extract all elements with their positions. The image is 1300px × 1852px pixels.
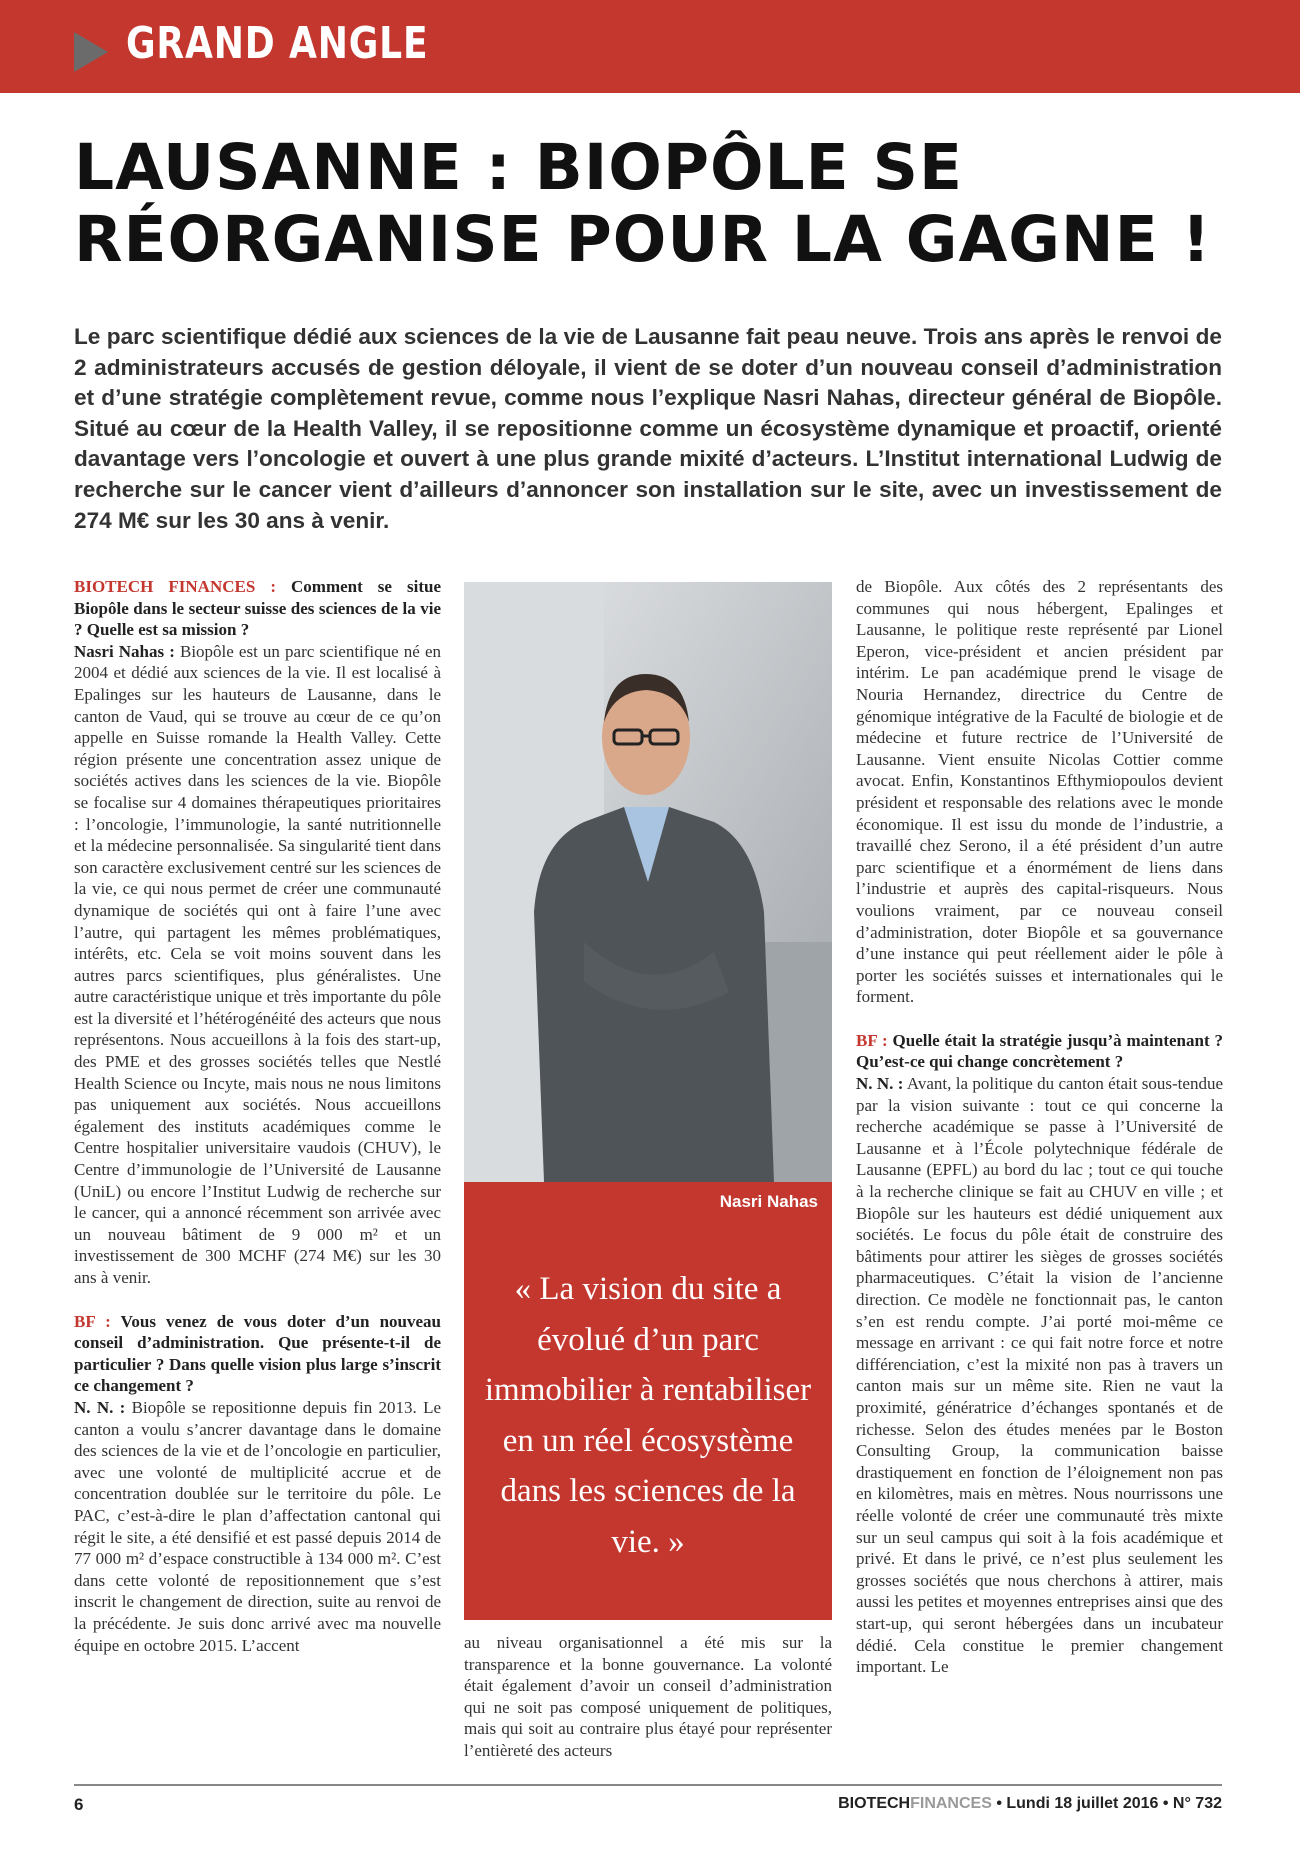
answer-text: Biopôle se repositionne depuis fin 2013. Le canton a voulu s’ancrer davantage dans le domaine des sciences de la vie et de l’oncologie en particulier, avec une volonté de multiplicité accrue et de concentration doublée sur le territoire du pôle. Le PAC, c’est-à-dire le plan d’affectation cantonal qui régit le site, a été densifié et est passé depuis 2014 de 77 000 m² d’espace constructible à 134 000 m². C’est dans cette volonté de repositionnement que s’est inscrit le changement de direction, suite au renvoi de la précédente. Je suis donc arrivé avec ma nouvelle équipe en octobre 2015. L’accent: [74, 1397, 441, 1655]
title-line-2: RÉORGANISE POUR LA GAGNE !: [74, 203, 1212, 276]
column-1: [74, 576, 441, 1656]
answer-1: [74, 641, 441, 1289]
question-2: [74, 1311, 441, 1397]
question-text: Quelle était la stratégie jusqu’à maintenant ? Qu’est-ce qui change concrètement ?: [856, 1030, 1223, 1072]
question-text: Comment se situe Biopôle dans le secteur suisse des sciences de la vie ? Quelle est sa mission ?: [74, 577, 441, 640]
magazine-name-part2: FINANCES: [910, 1795, 992, 1812]
article-lead: Le parc scientifique dédié aux sciences de la vie de Lausanne fait peau neuve. Trois ans après le renvoi de 2 administrateurs accusés de gestion déloyale, il vient de se doter d’un nouveau conseil d’administration et d’une stratégie complètement revue, comme nous l’explique Nasri Nahas, directeur général de Biopôle. Situé au cœur de la Health Valley, il se repositionne comme un écosystème dynamique et proactif, orienté davantage vers l’oncologie et ouvert à une plus grande mixité d’acteurs. L’Institut international Ludwig de recherche sur le cancer vient d’ailleurs d’annoncer son installation sur le site, avec un investissement de 274 M€ sur les 30 ans à venir.: [74, 324, 1222, 533]
interviewee-label: N. N. :: [856, 1074, 904, 1094]
pull-quote-box: [464, 1182, 832, 1620]
answer-2: [74, 1397, 441, 1656]
interviewee-label: Nasri Nahas :: [74, 641, 175, 661]
answer-3: [856, 1073, 1223, 1678]
footer-divider: [74, 1784, 1222, 1786]
portrait-photo: [464, 582, 832, 1182]
section-label: GRAND ANGLE: [126, 18, 429, 69]
column-3-paragraph: de Biopôle. Aux côtés des 2 représentants des communes qui nous hébergent, Epalinges et Lausanne, le politique reste représenté par Lionel Eperon, vice-président et ancien président par intérim. Le pan académique prend le visage de Nouria Hernandez, directrice du Centre de génomique intégrative de la Faculté de biologie et de médecine et future rectrice de l’Université de Lausanne. Vient ensuite Nicolas Cottier comme avocat. Enfin, Konstantinos Efthymiopoulos devient président et responsable des relations avec le monde économique. Il est issu du monde de l’industrie, a travaillé chez Serono, il a été président d’un autre parc scientifique et a énormément de liens dans l’industrie et auprès des capital-risqueurs. Nous voulions vraiment, par ce nouveau conseil d’administration, doter Biopôle et sa gouvernance d’une instance qui peut réellement aider le pôle à porter les sociétés suisses et internationales qui le forment.: [856, 577, 1223, 1007]
column-3: [856, 576, 1223, 1678]
section-banner: [0, 0, 1300, 93]
answer-text: Avant, la politique du canton était sous-tendue par la vision suivante : tout ce qui concerne la recherche académique se passe à l’Université de Lausanne et à l’École polytechnique fédérale de Lausanne (EPFL) au bord du lac ; tout ce qui touche à la recherche clinique se fait au CHUV en ville ; et Biopôle sur les hauteurs est dédié uniquement aux sociétés. Le focus du pôle était de construire des bâtiments pour attirer les sièges de grosses sociétés pharmaceutiques. C’était la vision de l’ancienne direction. Ce modèle ne fonctionnait pas, le canton s’en est rendu compte. J’ai porté moi-même ce message en arrivant : ce qui fait notre force et notre différenciation, c’est la mixité non pas à travers un canton mais sur un même site. Rien ne vaut la proximité, génératrice d’échanges spontanés et de richesse. Selon des études menées par le Boston Consulting Group, la communication baisse drastiquement en fonction de l’éloignement non pas en kilomètres, mais en mètres. Nous nourrissons une réelle volonté de créer une communauté très mixte sur un seul campus qui soit à la fois académique et privé. Et dans le privé, ce n’est plus seulement les grosses sociétés que nous cherchons à attirer, mais aussi les petites et moyennes entreprises ainsi que des start-up, qui seront hébergées dans un incubateur dédié. Cela constitue le premier changement important. Le: [856, 1074, 1223, 1677]
answer-text: Biopôle est un parc scientifique né en 2004 et dédié aux sciences de la vie. Il est localisé à Epalinges sur les hauteurs de Lausanne, dans le canton de Vaud, qui se trouve au cœur de ce qu’on appelle en Suisse romande la Health Valley. Cette région présente une concentration assez unique de sociétés actives dans les sciences de la vie. Biopôle se focalise sur 4 domaines thérapeutiques prioritaires : l’oncologie, l’immunologie, la santé nutritionnelle et la médecine personnalisée. Sa singularité tient dans son caractère exclusivement centré sur les sciences de la vie, ce qui nous permet de créer une communauté dynamique de sociétés qui ont à faire l’une avec l’autre, qui partagent les mêmes problématiques, intérêts, etc. Cela se voit moins souvent dans les autres parcs scientifiques, plus généralistes. Une autre caractéristique unique et très importante du pôle est la diversité et l’hétérogénéité des acteurs que nous représentons. Nous accueillons à la fois des start-up, des PME et des grosses sociétés telles que Nestlé Health Science ou Incyte, mais nous ne nous limitons pas uniquement aux sociétés. Nous accueillons également des instituts académiques comme le Centre hospitalier universitaire vaudois (CHUV), le Centre d’immunologie de l’Université de Lausanne (UniL) ou encore l’Institut Ludwig de recherche sur le cancer, qui a annoncé récemment son arrivée avec un nouveau bâtiment de 9 000 m² et un investissement de 300 MCHF (274 M€) sur les 30 ans à venir.: [74, 641, 441, 1287]
column-2-text: au niveau organisationnel a été mis sur la transparence et la bonne gouvernance. La volonté était également d’avoir un conseil d’administration qui ne soit pas composé uniquement de politiques, mais qui soit au contraire plus étayé pour représenter l’entièreté des acteurs: [464, 1633, 832, 1760]
play-arrow-icon: [74, 32, 108, 72]
interviewer-label: BF :: [74, 1311, 111, 1331]
column-2-bottom: [464, 1632, 832, 1762]
interviewer-label: BF :: [856, 1030, 888, 1050]
pull-quote: « La vision du site a évolué d’un parc immobilier à rentabiliser en un réel écosystème dans les sciences de la vie. »: [484, 1271, 812, 1560]
page-number: 6: [74, 1795, 84, 1814]
footer-masthead: [838, 1795, 1222, 1813]
title-line-1: LAUSANNE : BIOPÔLE SE: [74, 131, 964, 204]
interviewee-label: N. N. :: [74, 1397, 126, 1417]
article-title: [74, 132, 1254, 276]
question-3: [856, 1030, 1223, 1073]
interviewer-label: BIOTECH FINANCES :: [74, 577, 276, 596]
photo-caption: Nasri Nahas: [719, 1192, 818, 1211]
question-1: [74, 576, 441, 641]
portrait-image: [464, 582, 832, 1182]
magazine-name-part1: BIOTECH: [838, 1795, 911, 1812]
question-text: Vous venez de vous doter d’un nouveau conseil d’administration. Que présente-t-il de particulier ? Dans quelle vision plus large s’inscrit ce changement ?: [74, 1311, 441, 1396]
issue-date: • Lundi 18 juillet 2016 • N° 732: [991, 1795, 1222, 1812]
